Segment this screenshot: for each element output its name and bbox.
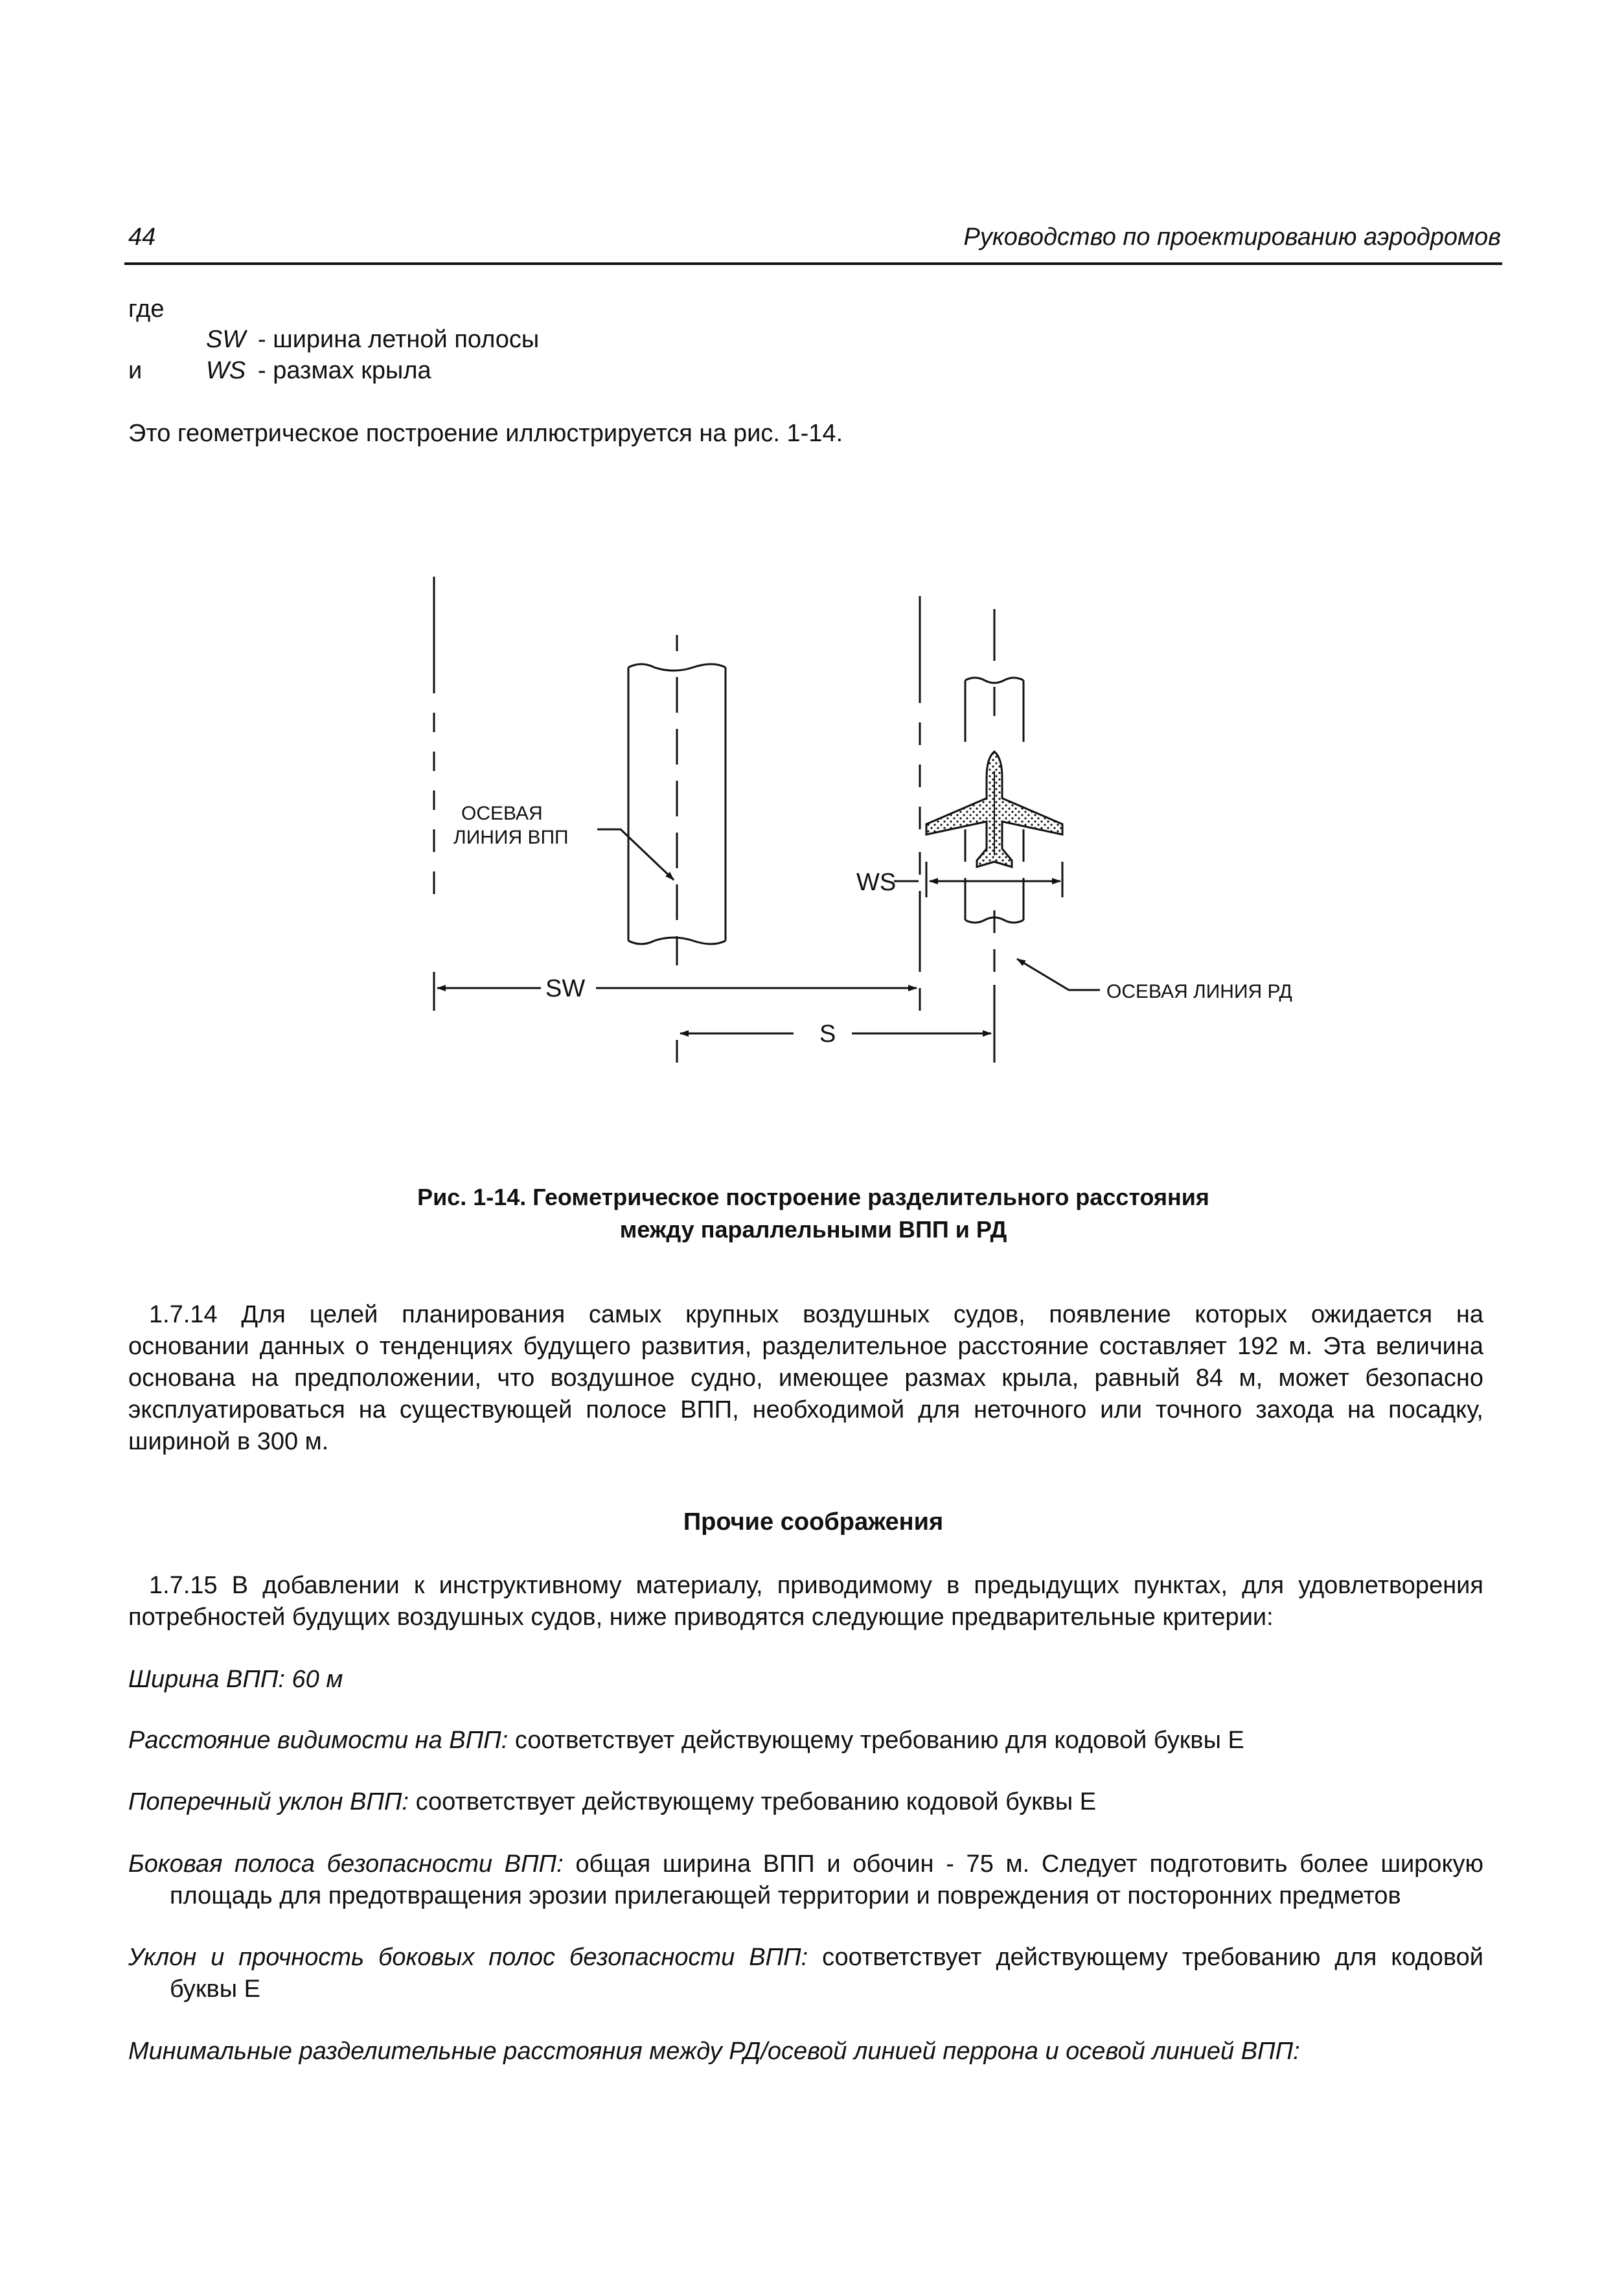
definition-sw-term: SW (206, 326, 246, 353)
definition-ws-desc: - размах крыла (258, 357, 431, 384)
intro-sentence: Это геометрическое построение иллюстрируется на рис. 1-14. (128, 420, 843, 447)
criterion-shoulder-label: Боковая полоса безопасности ВПП: (128, 1850, 564, 1878)
paragraph-1-7-15-line-1: 1.7.15 В добавлении к инструктивному материалу, приводимому в предыдущих пунктах, для удовлетворения (149, 1572, 1483, 1599)
definitions-where: где (128, 295, 165, 323)
runway-centerline-label-1: ОСЕВАЯ (461, 803, 543, 824)
paragraph-1-7-14-line-2: основании данных о тенденциях будущего развития, разделительное расстояние составляет 192 м. Эта величина (128, 1333, 1483, 1360)
criterion-shoulder (128, 1849, 1483, 1880)
ws-label: WS (856, 869, 897, 896)
criterion-shoulder-text: общая ширина ВПП и обочин - 75 м. Следует подготовить более широкую (575, 1850, 1483, 1878)
criterion-visibility (128, 1725, 1244, 1756)
criterion-shoulder-slope-text: соответствует действующему требованию для кодовой (822, 1944, 1484, 1971)
section-title: Прочие соображения (683, 1508, 944, 1536)
criterion-shoulder-slope (128, 1942, 1483, 1974)
running-head: Руководство по проектированию аэродромов (963, 224, 1501, 251)
criterion-shoulder-slope-label: Уклон и прочность боковых полос безопасности ВПП: (128, 1944, 808, 1971)
criterion-min-separation: Минимальные разделительные расстояния между РД/осевой линией перрона и осевой линией ВПП: (128, 2038, 1300, 2065)
runway-centerline-label-2: ЛИНИЯ ВПП (453, 827, 569, 848)
definition-ws-term: WS (206, 357, 246, 384)
criterion-cross-slope (128, 1786, 1096, 1818)
taxiway-centerline-label: ОСЕВАЯ ЛИНИЯ РД (1106, 981, 1292, 1002)
paragraph-1-7-15-line-2: потребностей будущих воздушных судов, ниже приводятся следующие предварительные критерии: (128, 1604, 1274, 1631)
figure-caption-line2: между параллельными ВПП и РД (619, 1216, 1007, 1243)
criterion-cross-slope-text: соответствует действующему требованию кодовой буквы E (415, 1788, 1097, 1815)
runway-centerline-leader (597, 829, 674, 880)
figure-caption-line1: Рис. 1-14. Геометрическое построение разделительного расстояния (417, 1184, 1209, 1210)
paragraph-1-7-14-line-4: эксплуатироваться на существующей полосе ВПП, необходимой для неточного или точного захода на посадку, (128, 1396, 1483, 1423)
header-rule (124, 262, 1502, 265)
criterion-shoulder-slope-line2: буквы E (170, 1975, 260, 2003)
paragraph-1-7-14-line-5: шириной в 300 м. (128, 1428, 329, 1455)
figure-1-14 (363, 557, 1334, 1079)
taxiway-centerline-leader (1017, 959, 1100, 990)
definitions-and: и (128, 357, 143, 384)
criterion-visibility-text: соответствует действующему требованию для кодовой буквы E (514, 1727, 1244, 1754)
aircraft-icon (926, 752, 1062, 867)
page-number: 44 (128, 224, 156, 251)
criterion-visibility-label: Расстояние видимости на ВПП: (128, 1727, 509, 1754)
criterion-runway-width: Ширина ВПП: 60 м (128, 1666, 343, 1693)
separation-diagram (363, 557, 1334, 1076)
paragraph-1-7-14-line-3: основана на предположении, что воздушное судно, имеющее размах крыла, равный 84 м, может безопасно (128, 1365, 1483, 1392)
criterion-cross-slope-label: Поперечный уклон ВПП: (128, 1788, 409, 1815)
criterion-shoulder-line2: площадь для предотвращения эрозии прилегающей территории и повреждения от посторонних предметов (170, 1882, 1401, 1909)
paragraph-1-7-14-line-1: 1.7.14 Для целей планирования самых крупных воздушных судов, появление которых ожидается на (149, 1301, 1483, 1328)
sw-label: SW (545, 975, 586, 1002)
definition-sw-desc: - ширина летной полосы (258, 326, 540, 353)
s-label: S (819, 1020, 836, 1048)
